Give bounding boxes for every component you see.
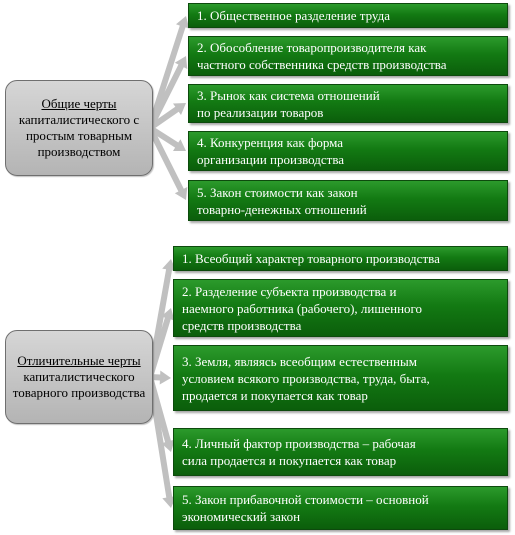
source-box-general-features <box>5 80 153 176</box>
distinctive-feature-3: 3. Земля, являясь всеобщим естественным условием всякого производства, труда, быта, продается и покупается как товар <box>173 345 508 411</box>
distinctive-feature-5: 5. Закон прибавочной стоимости – основной экономический закон <box>173 486 508 530</box>
general-feature-1: 1. Общественное разделение труда <box>188 3 508 28</box>
general-feature-4: 4. Конкуренция как форма организации производства <box>188 131 508 171</box>
distinctive-feature-1: 1. Всеобщий характер товарного производства <box>173 246 508 271</box>
source-title-distinctive: Отличительные черты <box>17 353 141 368</box>
general-feature-5: 5. Закон стоимости как закон товарно-денежных отношений <box>188 180 508 221</box>
source-subtitle-general: капиталистического с простым товарным производством <box>18 112 140 159</box>
source-box-distinctive-features <box>5 330 153 424</box>
distinctive-feature-4: 4. Личный фактор производства – рабочая сила продается и покупается как товар <box>173 428 508 476</box>
general-feature-2: 2. Обособление товаропроизводителя как частного собственника средств производства <box>188 36 508 76</box>
source-title-general: Общие черты <box>41 96 117 111</box>
distinctive-feature-2: 2. Разделение субъекта производства и наемного работника (рабочего), лишенного средств производства <box>173 279 508 337</box>
general-feature-3: 3. Рынок как система отношений по реализации товаров <box>188 84 508 123</box>
source-subtitle-distinctive: капиталистического товарного производства <box>12 369 146 400</box>
